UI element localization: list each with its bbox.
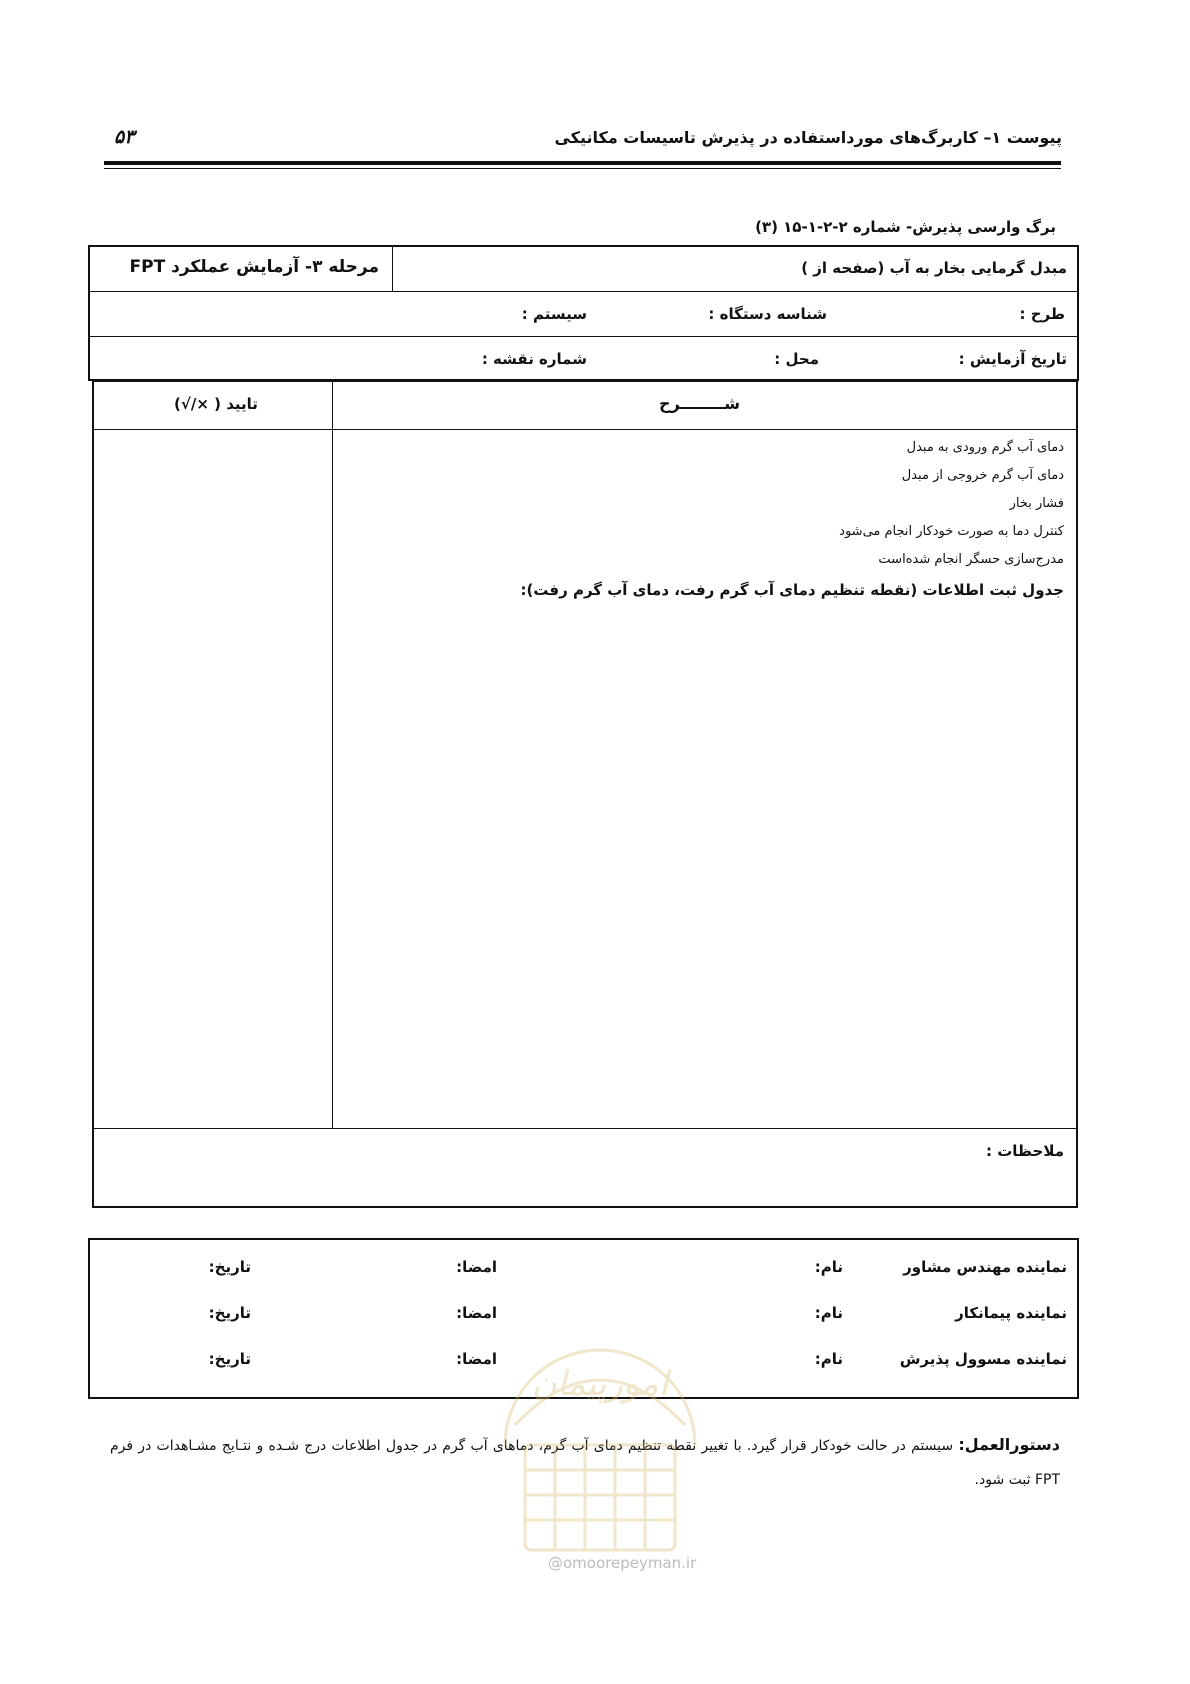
acceptance-name-label: نام:: [814, 1350, 843, 1368]
consultant-name-label: نام:: [814, 1258, 843, 1276]
item-1: دمای آب گرم ورودی به مبدل: [906, 440, 1064, 455]
location-label: محل :: [774, 350, 819, 368]
system-label: سیستم :: [521, 305, 587, 323]
acceptance-sign-label: امضا:: [456, 1350, 497, 1368]
page-number: ۵۳: [114, 126, 135, 148]
watermark-logo-text: امورپیمان: [531, 1364, 669, 1404]
contractor-date-label: تاریخ:: [208, 1304, 251, 1322]
drawing-number-label: شماره نقشه :: [481, 350, 587, 368]
info-divider-2: [90, 336, 1077, 337]
watermark-logo: [485, 1325, 715, 1560]
header-rule-thick: [104, 161, 1061, 165]
instructions-label: دستورالعمل:: [958, 1435, 1060, 1454]
contractor-sign-label: امضا:: [456, 1304, 497, 1322]
watermark-url: @omoorepeyman.ir: [548, 1554, 697, 1572]
table-header-divider: [94, 429, 1076, 430]
consultant-date-label: تاریخ:: [208, 1258, 251, 1276]
item-4: کنترل دما به صورت خودکار انجام می‌شود: [839, 524, 1064, 539]
notes-label: ملاحظات :: [985, 1142, 1064, 1160]
item-3: فشار بخار: [1009, 496, 1064, 511]
form-title: برگ وارسی پذیرش- شماره ۲-۲-۱-۱۵ (۳): [755, 218, 1056, 236]
document-header-title: پیوست ۱– کاربرگ‌های مورداستفاده در پذیرش تاسیسات مکانیکی: [554, 128, 1062, 147]
consultant-role: نماینده مهندس مشاور: [903, 1258, 1067, 1276]
test-stage: مرحله ۳- آزمایش عملکرد FPT: [129, 257, 379, 277]
contractor-role: نماینده پیمانکار: [955, 1304, 1067, 1322]
equipment-name: مبدل گرمایی بخار به آب (صفحه از ): [801, 259, 1067, 277]
description-header: شــــــــرح: [659, 394, 740, 413]
project-label: طرح :: [1019, 305, 1065, 323]
consultant-sign-label: امضا:: [456, 1258, 497, 1276]
test-date-label: تاریخ آزمایش :: [958, 350, 1067, 368]
checklist-table: [92, 381, 1078, 1208]
acceptance-date-label: تاریخ:: [208, 1350, 251, 1368]
description-items: [364, 434, 1064, 604]
data-table-title: جدول ثبت اطلاعات (نقطه تنظیم دمای آب گرم رفت، دمای آب گرم رفت):: [520, 581, 1064, 599]
info-divider-1: [90, 291, 1077, 292]
device-id-label: شناسه دستگاه :: [708, 305, 827, 323]
contractor-name-label: نام:: [814, 1304, 843, 1322]
header-rule-thin: [104, 168, 1061, 169]
instructions-text: سیستم در حالت خودکار قرار گیرد. با تغییر نقطه تنظیم دمای آب گرم، دماهای آب گرم در جدول اطلاعات درج شـده و نتـایج مشـاهدات در فرم FPT ثبت شود.: [110, 1438, 1060, 1488]
item-2: دمای آب گرم خروجی از مبدل: [901, 468, 1064, 483]
column-divider: [332, 382, 333, 1128]
item-5: مدرج‌سازی حسگر انجام شده‌است: [878, 552, 1064, 567]
approval-header: تایید ( ×/√): [174, 395, 258, 413]
info-divider-vertical: [392, 247, 393, 291]
notes-divider: [94, 1128, 1076, 1129]
form-info-box: [88, 245, 1079, 381]
acceptance-role: نماینده مسوول پذیرش: [899, 1350, 1067, 1368]
